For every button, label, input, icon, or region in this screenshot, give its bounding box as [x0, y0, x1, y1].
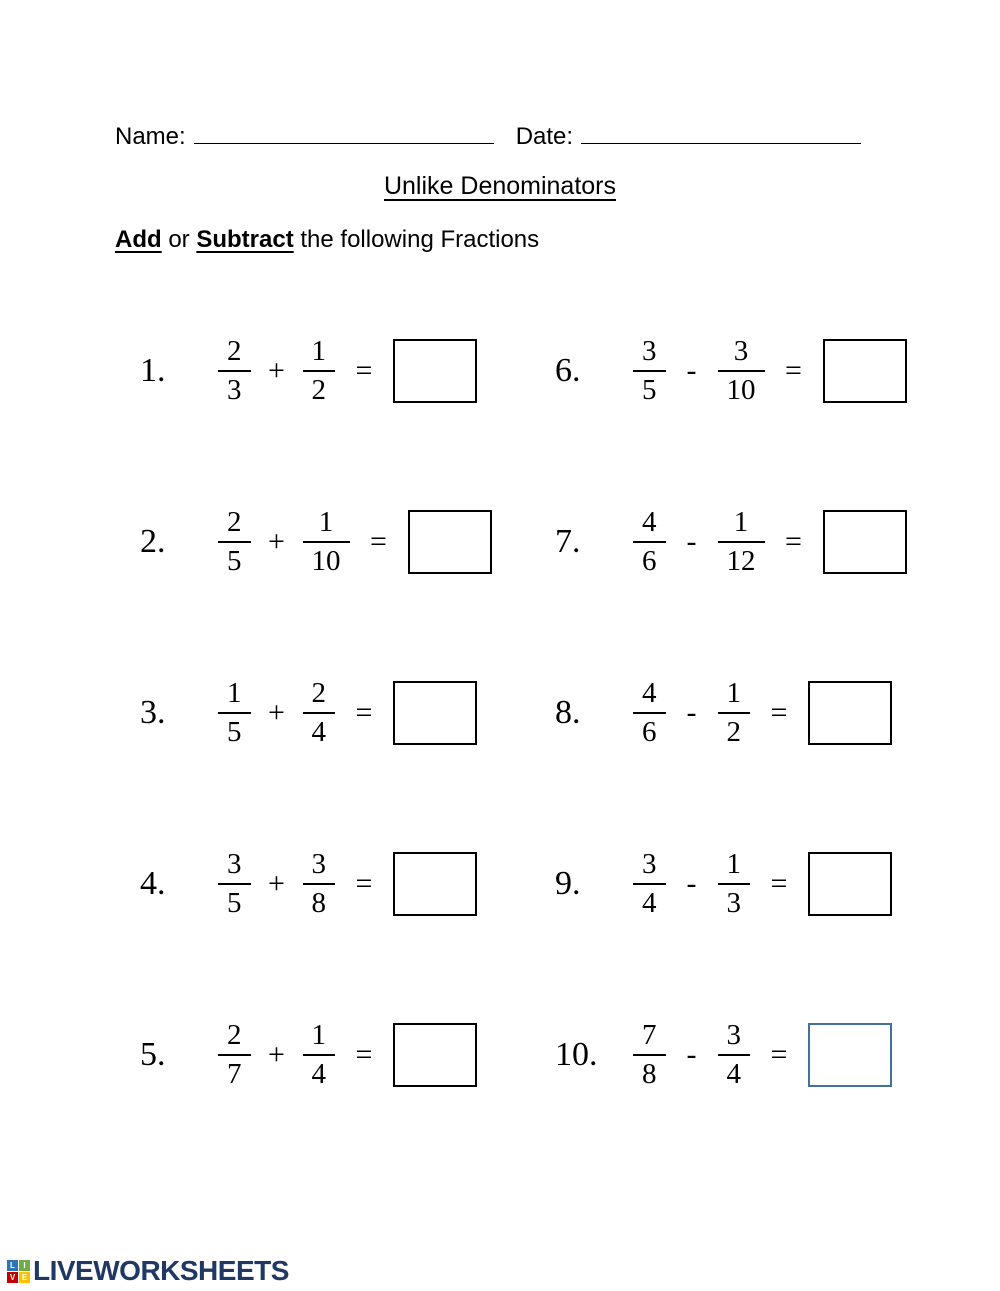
problems-area [140, 285, 940, 1140]
fraction-first-denominator: 5 [227, 715, 242, 748]
fraction-second-denominator: 4 [726, 1057, 741, 1090]
problem-row [555, 285, 940, 456]
fraction-first-denominator: 5 [642, 373, 657, 406]
fraction-second [303, 334, 336, 406]
fraction-second-numerator: 3 [718, 334, 765, 371]
instructions-line [115, 226, 539, 254]
fraction-second [303, 676, 336, 748]
fraction-first [218, 505, 251, 577]
fraction-first-denominator: 6 [642, 715, 657, 748]
fraction-second-numerator: 3 [718, 1018, 751, 1055]
equals-sign: = [355, 695, 373, 729]
answer-input-box[interactable] [808, 852, 892, 916]
fraction-second-denominator: 2 [311, 373, 326, 406]
problems-column-left [140, 285, 525, 1140]
problem-number: 6. [555, 351, 581, 389]
fraction-first-denominator: 5 [227, 544, 242, 577]
fraction-first-denominator: 3 [227, 373, 242, 406]
answer-input-box[interactable] [393, 681, 477, 745]
fraction-second-numerator: 1 [718, 847, 751, 884]
problem-number: 8. [555, 693, 581, 731]
instruction-add: Add [115, 226, 162, 253]
answer-input-box[interactable] [823, 510, 907, 574]
problem-row [555, 969, 940, 1140]
operator-sign: - [686, 866, 697, 900]
fraction-first-numerator: 4 [633, 505, 666, 542]
problem-number: 1. [140, 351, 166, 389]
equals-sign: = [785, 524, 802, 558]
fraction-first-denominator: 4 [642, 886, 657, 919]
fraction-first-numerator: 3 [633, 334, 666, 371]
operator-sign: + [268, 695, 285, 729]
equals-sign: = [355, 866, 373, 900]
logo-square: I [19, 1260, 30, 1271]
fraction-second-denominator: 4 [311, 1057, 326, 1090]
problem-row [140, 285, 525, 456]
fraction-second-numerator: 1 [718, 505, 765, 542]
fraction-first [633, 847, 666, 919]
operator-sign: + [268, 1037, 285, 1071]
fraction-second [718, 334, 765, 406]
brand-name: LIVEWORKSHEETS [33, 1255, 289, 1286]
fraction-first [218, 1018, 251, 1090]
operator-sign: + [268, 866, 285, 900]
problem-row [140, 627, 525, 798]
answer-input-box[interactable] [808, 1023, 892, 1087]
operator-sign: + [268, 524, 285, 558]
logo-square: V [7, 1272, 18, 1283]
operator-sign: - [686, 695, 697, 729]
equals-sign: = [355, 353, 373, 387]
fraction-second-numerator: 1 [303, 1018, 336, 1055]
fraction-first-denominator: 7 [227, 1057, 242, 1090]
fraction-second [303, 847, 336, 919]
problems-column-right [555, 285, 940, 1140]
fraction-first-numerator: 3 [218, 847, 251, 884]
equals-sign: = [370, 524, 387, 558]
problem-row [140, 798, 525, 969]
fraction-second-numerator: 1 [303, 505, 350, 542]
fraction-second-denominator: 10 [726, 373, 756, 406]
fraction-second-numerator: 1 [303, 334, 336, 371]
liveworksheets-logo-icon [7, 1260, 30, 1283]
fraction-second [718, 847, 751, 919]
equals-sign: = [770, 695, 788, 729]
equals-sign: = [770, 1037, 788, 1071]
fraction-second-numerator: 2 [303, 676, 336, 713]
instruction-or: or [168, 226, 190, 253]
problem-row [140, 456, 525, 627]
fraction-second-denominator: 8 [311, 886, 326, 919]
footer-brand-bar [7, 1255, 289, 1287]
fraction-first-denominator: 5 [227, 886, 242, 919]
fraction-second-denominator: 10 [311, 544, 341, 577]
fraction-first [218, 847, 251, 919]
fraction-second-denominator: 4 [311, 715, 326, 748]
answer-input-box[interactable] [808, 681, 892, 745]
equals-sign: = [785, 353, 802, 387]
problem-number: 9. [555, 864, 581, 902]
fraction-second-denominator: 3 [726, 886, 741, 919]
problem-number: 10. [555, 1035, 598, 1073]
fraction-second [303, 505, 350, 577]
problem-row [140, 969, 525, 1140]
instruction-tail: the following Fractions [300, 226, 540, 253]
fraction-first-numerator: 1 [218, 676, 251, 713]
answer-input-box[interactable] [393, 852, 477, 916]
answer-input-box[interactable] [393, 1023, 477, 1087]
operator-sign: - [686, 524, 697, 558]
problem-number: 4. [140, 864, 166, 902]
date-label: Date: [515, 123, 574, 150]
fraction-first [633, 676, 666, 748]
problem-number: 3. [140, 693, 166, 731]
answer-input-box[interactable] [823, 339, 907, 403]
fraction-second [303, 1018, 336, 1090]
fraction-first [218, 676, 251, 748]
fraction-first [633, 505, 666, 577]
date-blank-line [581, 116, 861, 144]
worksheet-title: Unlike Denominators [383, 172, 617, 200]
fraction-first-numerator: 2 [218, 1018, 251, 1055]
name-date-row [115, 116, 875, 151]
fraction-second-numerator: 1 [718, 676, 751, 713]
fraction-first-denominator: 6 [642, 544, 657, 577]
fraction-first-numerator: 4 [633, 676, 666, 713]
operator-sign: - [686, 353, 697, 387]
fraction-second-numerator: 3 [303, 847, 336, 884]
operator-sign: - [686, 1037, 697, 1071]
fraction-second [718, 505, 765, 577]
equals-sign: = [355, 1037, 373, 1071]
logo-square: E [19, 1272, 30, 1283]
fraction-first [218, 334, 251, 406]
fraction-first [633, 334, 666, 406]
answer-input-box[interactable] [408, 510, 492, 574]
instruction-subtract: Subtract [196, 226, 294, 253]
problem-number: 2. [140, 522, 166, 560]
fraction-second [718, 1018, 751, 1090]
fraction-first-denominator: 8 [642, 1057, 657, 1090]
fraction-second [718, 676, 751, 748]
fraction-second-denominator: 12 [726, 544, 756, 577]
fraction-first-numerator: 7 [633, 1018, 666, 1055]
problem-number: 5. [140, 1035, 166, 1073]
problem-row [555, 627, 940, 798]
answer-input-box[interactable] [393, 339, 477, 403]
fraction-second-denominator: 2 [726, 715, 741, 748]
problem-row [555, 456, 940, 627]
logo-square: L [7, 1260, 18, 1271]
problem-number: 7. [555, 522, 581, 560]
fraction-first [633, 1018, 666, 1090]
fraction-first-numerator: 3 [633, 847, 666, 884]
name-blank-line [194, 116, 494, 144]
fraction-first-numerator: 2 [218, 334, 251, 371]
operator-sign: + [268, 353, 285, 387]
name-label: Name: [115, 123, 186, 150]
problem-row [555, 798, 940, 969]
fraction-first-numerator: 2 [218, 505, 251, 542]
equals-sign: = [770, 866, 788, 900]
